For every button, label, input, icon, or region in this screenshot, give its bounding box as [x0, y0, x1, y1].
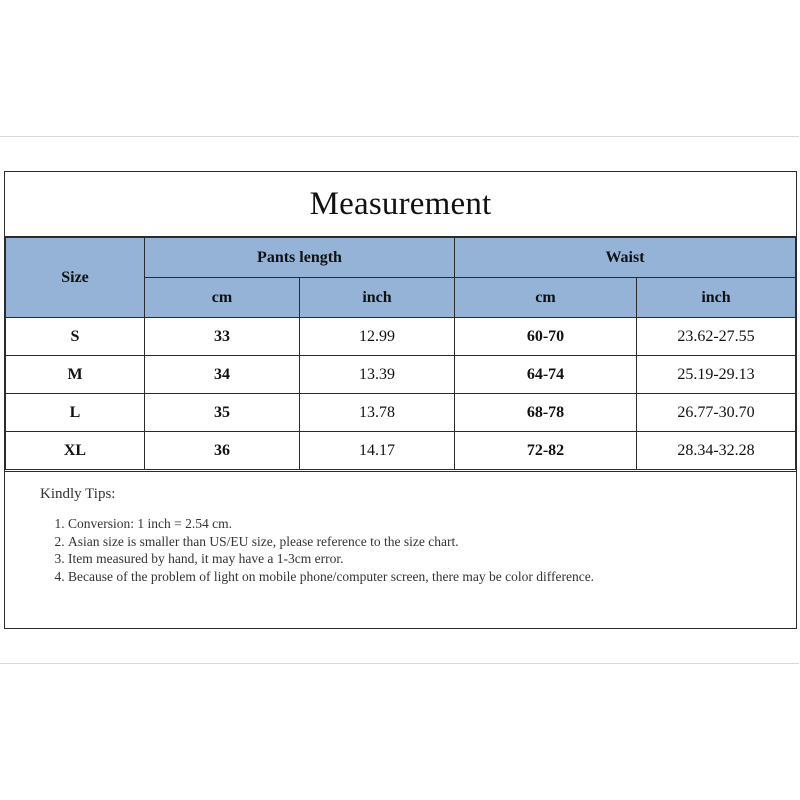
- pants-cm-cell: 34: [145, 356, 300, 394]
- waist-cm-cell: 60-70: [455, 318, 637, 356]
- waist-inch-cell: 25.19-29.13: [637, 356, 796, 394]
- waist-cm-cell: 68-78: [455, 394, 637, 432]
- pants-inch-cell: 12.99: [300, 318, 455, 356]
- size-table: [5, 237, 796, 470]
- size-cell: XL: [6, 432, 145, 470]
- waist-inch-cell: 23.62-27.55: [637, 318, 796, 356]
- pants-length-header: Pants length: [145, 238, 455, 278]
- waist-inch-cell: 26.77-30.70: [637, 394, 796, 432]
- size-header: Size: [6, 238, 145, 318]
- unit-header: cm: [455, 278, 637, 318]
- size-chart: [4, 171, 797, 629]
- table-row: [6, 432, 796, 470]
- waist-inch-cell: 28.34-32.28: [637, 432, 796, 470]
- tip-item: 2. Asian size is smaller than US/EU size, please reference to the size chart.: [68, 533, 796, 551]
- table-header-row: [6, 238, 796, 278]
- pants-inch-cell: 13.78: [300, 394, 455, 432]
- chart-title: Measurement: [5, 172, 796, 237]
- table-row: [6, 318, 796, 356]
- size-cell: M: [6, 356, 145, 394]
- tip-item: 3. Item measured by hand, it may have a 1-3cm error.: [68, 550, 796, 568]
- table-row: [6, 394, 796, 432]
- waist-header: Waist: [455, 238, 796, 278]
- pants-cm-cell: 33: [145, 318, 300, 356]
- pants-cm-cell: 35: [145, 394, 300, 432]
- unit-header: inch: [300, 278, 455, 318]
- unit-header: cm: [145, 278, 300, 318]
- tips-section: [5, 471, 796, 628]
- tips-heading: Kindly Tips:: [40, 486, 116, 502]
- pants-cm-cell: 36: [145, 432, 300, 470]
- size-cell: L: [6, 394, 145, 432]
- tip-item: 4. Because of the problem of light on mobile phone/computer screen, there may be color difference.: [68, 568, 688, 586]
- size-cell: S: [6, 318, 145, 356]
- pants-inch-cell: 13.39: [300, 356, 455, 394]
- unit-header: inch: [637, 278, 796, 318]
- waist-cm-cell: 72-82: [455, 432, 637, 470]
- table-row: [6, 356, 796, 394]
- tip-item: 1. Conversion: 1 inch = 2.54 cm.: [68, 515, 796, 533]
- waist-cm-cell: 64-74: [455, 356, 637, 394]
- tips-list: [40, 515, 796, 585]
- pants-inch-cell: 14.17: [300, 432, 455, 470]
